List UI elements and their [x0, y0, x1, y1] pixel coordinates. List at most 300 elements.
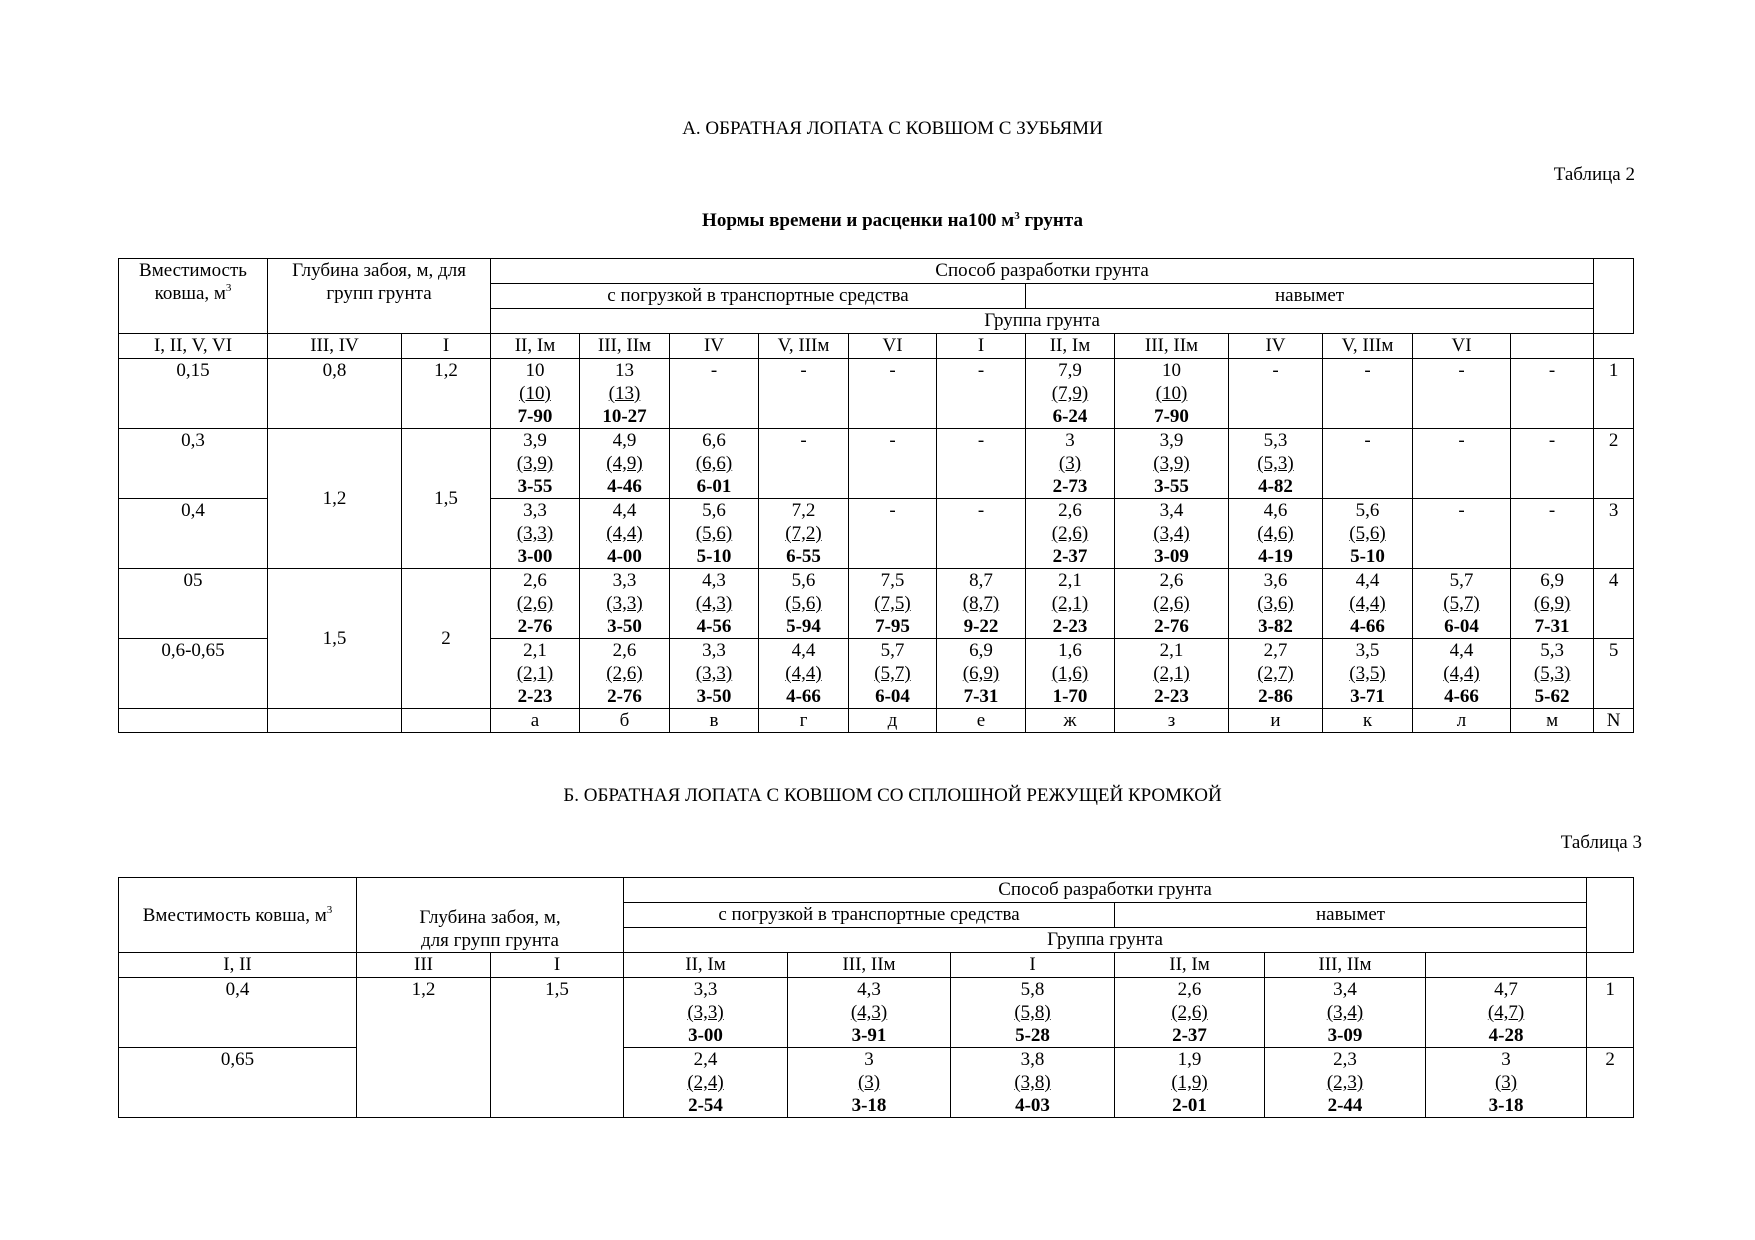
section-a-title: А. ОБРАТНАЯ ЛОПАТА С КОВШОМ С ЗУБЬЯМИ: [682, 118, 1103, 139]
time-norm: -: [977, 360, 985, 381]
rate-price: 3-00: [688, 1025, 723, 1046]
rate-price: 3-18: [851, 1095, 887, 1116]
row-number: 5: [1594, 639, 1634, 709]
header-depth-group: I, II: [119, 953, 357, 978]
rate-cell: [1229, 429, 1323, 499]
rate-price: 6-55: [786, 546, 821, 567]
header-soil-group-item: II, Iм: [1115, 953, 1265, 978]
time-norm: 7,5: [880, 570, 905, 591]
depth-cell: 1,2: [268, 429, 402, 569]
machine-time: (5,3): [1257, 453, 1294, 474]
machine-time: (2,6): [1153, 593, 1190, 614]
table2-label: Таблица 2: [1553, 164, 1635, 185]
rate-price: 5-28: [1015, 1025, 1050, 1046]
rate-cell: [788, 978, 951, 1048]
rate-cell: [759, 359, 849, 429]
rate-cell: [1413, 429, 1511, 499]
time-norm: 7,2: [791, 500, 816, 521]
time-norm: 5,3: [1263, 430, 1288, 451]
rate-price: 3-50: [607, 616, 642, 637]
rate-price: 5-62: [1534, 686, 1570, 707]
rate-cell: [759, 429, 849, 499]
time-norm: 4,3: [857, 979, 881, 1000]
header-method: Способ разработки грунта: [491, 259, 1594, 284]
time-norm: 4,3: [702, 570, 726, 591]
time-norm: 2,6: [1058, 500, 1082, 521]
rate-price: 4-56: [696, 616, 732, 637]
rate-cell: [624, 978, 788, 1048]
header-number-spacer: [1426, 953, 1587, 978]
time-norm: 2,6: [612, 640, 637, 661]
rate-cell: [937, 499, 1026, 569]
rate-cell: [670, 499, 759, 569]
header-soil-group-item: III, IIм: [788, 953, 951, 978]
header-soil-group-item: II, Iм: [491, 334, 580, 359]
header-loading: с погрузкой в транспортные средства: [624, 903, 1115, 928]
table-row: [119, 359, 1634, 429]
rate-cell: [937, 359, 1026, 429]
rate-cell: [1115, 499, 1229, 569]
time-norm: 8,7: [969, 570, 993, 591]
rate-cell: [1265, 978, 1426, 1048]
time-norm: 5,8: [1020, 979, 1045, 1000]
machine-time: (2,6): [1051, 523, 1089, 544]
time-norm: 4,9: [612, 430, 637, 451]
column-letter: е: [937, 709, 1026, 733]
time-norm: 3,3: [693, 979, 718, 1000]
header-method: Способ разработки грунта: [624, 878, 1587, 903]
time-norm: -: [1548, 430, 1556, 451]
machine-time: (3,3): [606, 593, 643, 614]
header-dump: навымет: [1026, 284, 1594, 309]
rate-cell: [491, 429, 580, 499]
rate-price: 5-10: [696, 546, 732, 567]
time-norm: 3: [864, 1049, 874, 1070]
rate-cell: [1323, 429, 1413, 499]
header-depth-group: III: [357, 953, 491, 978]
footer-blank: [402, 709, 491, 733]
rate-cell: [1426, 1048, 1587, 1118]
rate-cell: [1115, 978, 1265, 1048]
time-norm: -: [1458, 360, 1465, 381]
rate-price: 3-82: [1258, 616, 1293, 637]
machine-time: (3): [1058, 453, 1082, 474]
depth-cell: 0,8: [268, 359, 402, 429]
capacity-cell: 0,4: [119, 978, 357, 1048]
header-soil-group-item: II, Iм: [624, 953, 788, 978]
time-norm: 2,6: [1159, 570, 1184, 591]
rate-price: 1-70: [1052, 686, 1088, 707]
rate-cell: [1026, 359, 1115, 429]
header-soil-group-item: III, IIм: [1115, 334, 1229, 359]
table-row: [119, 1048, 1634, 1118]
time-norm: 5,7: [1449, 570, 1474, 591]
machine-time: (2,7): [1257, 663, 1294, 684]
header-soil-group-item: III, IIм: [1265, 953, 1426, 978]
rate-cell: [1323, 639, 1413, 709]
time-norm: 6,9: [969, 640, 993, 661]
rate-cell: [849, 499, 937, 569]
row-number: 4: [1594, 569, 1634, 639]
rate-price: 3-00: [517, 546, 553, 567]
machine-time: (3,4): [1326, 1002, 1364, 1023]
table2: [118, 258, 1634, 733]
machine-time: (3,3): [695, 663, 733, 684]
depth-cell: [491, 1048, 624, 1118]
time-norm: 4,4: [791, 640, 816, 661]
time-norm: 10: [1162, 360, 1181, 381]
header-loading: с погрузкой в транспортные средства: [491, 284, 1026, 309]
machine-time: (3,9): [516, 453, 554, 474]
rate-cell: [1115, 639, 1229, 709]
header-depth-group: III, IV: [268, 334, 402, 359]
rate-cell: [580, 569, 670, 639]
time-norm: -: [1548, 360, 1556, 381]
rate-cell: [937, 569, 1026, 639]
machine-time: (2,1): [516, 663, 554, 684]
time-norm: 5,7: [880, 640, 905, 661]
rate-cell: [1026, 429, 1115, 499]
rate-cell: [491, 639, 580, 709]
column-letter: з: [1115, 709, 1229, 733]
machine-time: (5,3): [1533, 663, 1571, 684]
header-number: [1587, 878, 1634, 953]
rate-cell: [1265, 1048, 1426, 1118]
machine-time: (2,1): [1153, 663, 1190, 684]
machine-time: (6,6): [695, 453, 733, 474]
time-norm: 2,7: [1263, 640, 1288, 661]
time-norm: 3,4: [1159, 500, 1184, 521]
time-norm: 3,3: [612, 570, 637, 591]
rate-price: 3-09: [1327, 1025, 1363, 1046]
machine-time: (4,3): [695, 593, 733, 614]
machine-time: (5,6): [695, 523, 733, 544]
time-norm: -: [1458, 430, 1465, 451]
header-soil-group-item: II, Iм: [1026, 334, 1115, 359]
row-number: 1: [1587, 978, 1634, 1048]
rate-price: 4-00: [607, 546, 642, 567]
rate-cell: [951, 978, 1115, 1048]
time-norm: 5,6: [702, 500, 726, 521]
rate-cell: [1115, 429, 1229, 499]
rate-price: 4-66: [1350, 616, 1385, 637]
table-row: [119, 978, 1634, 1048]
rate-price: 2-37: [1052, 546, 1088, 567]
header-depth: Глубина забоя, м, для групп грунта: [268, 259, 491, 334]
time-norm: 6,6: [702, 430, 726, 451]
rate-cell: [1511, 359, 1594, 429]
rate-cell: [937, 429, 1026, 499]
time-norm: 3: [1065, 430, 1075, 451]
column-letter: в: [670, 709, 759, 733]
depth-cell: 2: [402, 569, 491, 709]
rate-price: 2-76: [607, 686, 642, 707]
depth-cell: 1,2: [402, 359, 491, 429]
rate-cell: [1426, 978, 1587, 1048]
column-letter: м: [1511, 709, 1594, 733]
table-row: [119, 569, 1634, 639]
rate-price: 3-55: [1154, 476, 1189, 497]
rate-price: 7-31: [1534, 616, 1570, 637]
time-norm: 2,3: [1333, 1049, 1357, 1070]
capacity-cell: 05: [119, 569, 268, 639]
machine-time: (2,6): [1171, 1002, 1208, 1023]
rate-price: 2-37: [1172, 1025, 1207, 1046]
time-norm: 2,1: [523, 640, 547, 661]
time-norm: 2,6: [1177, 979, 1202, 1000]
column-letter: к: [1323, 709, 1413, 733]
header-depth: Глубина забоя, м, для групп грунта: [357, 878, 624, 953]
depth-cell: 1,5: [268, 569, 402, 709]
rate-cell: [1229, 359, 1323, 429]
machine-time: (3,8): [1014, 1072, 1051, 1093]
machine-time: (5,6): [785, 593, 822, 614]
time-norm: 2,6: [523, 570, 547, 591]
time-norm: -: [1458, 500, 1465, 521]
time-norm: 3,9: [1159, 430, 1184, 451]
column-letter: а: [491, 709, 580, 733]
rate-price: 4-46: [607, 476, 642, 497]
machine-time: (5,8): [1014, 1002, 1051, 1023]
rate-price: 2-76: [517, 616, 553, 637]
machine-time: (8,7): [962, 593, 1000, 614]
rate-price: 7-90: [517, 406, 553, 427]
rate-cell: [1511, 639, 1594, 709]
header-soil-group: Группа грунта: [491, 309, 1594, 334]
machine-time: (2,6): [516, 593, 554, 614]
rate-cell: [670, 639, 759, 709]
time-norm: -: [710, 360, 718, 381]
rate-cell: [1323, 569, 1413, 639]
table-row: [119, 429, 1634, 499]
machine-time: (2,4): [687, 1072, 724, 1093]
machine-time: (2,3): [1326, 1072, 1364, 1093]
rate-cell: [1511, 499, 1594, 569]
time-norm: 1,6: [1058, 640, 1082, 661]
rate-price: 2-73: [1052, 476, 1088, 497]
header-soil-group-item: IV: [670, 334, 759, 359]
machine-time: (3): [1494, 1072, 1518, 1093]
time-norm: 2,1: [1159, 640, 1184, 661]
time-norm: -: [800, 360, 807, 381]
machine-time: (3,9): [1153, 453, 1190, 474]
time-norm: 1,9: [1177, 1049, 1202, 1070]
rate-cell: [1026, 569, 1115, 639]
rate-cell: [759, 569, 849, 639]
machine-time: (2,6): [606, 663, 643, 684]
rate-price: 2-23: [1052, 616, 1088, 637]
header-capacity: Вместимость ковша, $м^3$: [119, 259, 268, 334]
time-norm: 2,1: [1058, 570, 1082, 591]
machine-time: (5,7): [874, 663, 911, 684]
rate-cell: [491, 569, 580, 639]
time-norm: -: [889, 360, 896, 381]
time-norm: -: [889, 430, 896, 451]
rate-price: 10-27: [602, 406, 647, 427]
machine-time: (7,5): [874, 593, 911, 614]
rate-price: 3-50: [696, 686, 732, 707]
rate-price: 3-71: [1350, 686, 1385, 707]
time-norm: 3,4: [1333, 979, 1357, 1000]
rate-price: 2-23: [517, 686, 553, 707]
header-soil-group-item: IV: [1229, 334, 1323, 359]
rate-price: 2-01: [1172, 1095, 1207, 1116]
machine-time: (1,9): [1171, 1072, 1208, 1093]
rate-cell: [1026, 499, 1115, 569]
machine-time: (3,5): [1349, 663, 1386, 684]
machine-time: (4,4): [1443, 663, 1480, 684]
rate-price: 7-31: [963, 686, 999, 707]
header-soil-group-item: V, IIIм: [1323, 334, 1413, 359]
machine-time: (1,6): [1051, 663, 1089, 684]
table3: [118, 877, 1634, 1118]
rate-cell: [491, 359, 580, 429]
depth-cell: 1,5: [402, 429, 491, 569]
rate-price: 4-82: [1258, 476, 1293, 497]
machine-time: (4,9): [606, 453, 643, 474]
rate-cell: [670, 359, 759, 429]
capacity-cell: 0,65: [119, 1048, 357, 1118]
time-norm: -: [1548, 500, 1556, 521]
rate-cell: [1026, 639, 1115, 709]
time-norm: 3,6: [1263, 570, 1288, 591]
time-norm: 4,7: [1494, 979, 1518, 1000]
header-number: [1594, 259, 1634, 334]
rate-price: 3-91: [851, 1025, 887, 1046]
rate-cell: [580, 499, 670, 569]
rate-cell: [1323, 499, 1413, 569]
header-soil-group-item: V, IIIм: [759, 334, 849, 359]
rate-price: 5-94: [786, 616, 821, 637]
rate-cell: [1323, 359, 1413, 429]
rate-cell: [849, 359, 937, 429]
rate-cell: [937, 639, 1026, 709]
time-norm: 6,9: [1540, 570, 1564, 591]
time-norm: 7,9: [1058, 360, 1082, 381]
rate-cell: [951, 1048, 1115, 1118]
machine-time: (7,2): [785, 523, 822, 544]
rate-price: 2-76: [1154, 616, 1189, 637]
rate-cell: [1511, 569, 1594, 639]
rate-price: 3-18: [1488, 1095, 1524, 1116]
rate-price: 3-09: [1154, 546, 1189, 567]
header-dump: навымет: [1115, 903, 1587, 928]
rate-price: 2-86: [1258, 686, 1293, 707]
machine-time: (4,7): [1487, 1002, 1525, 1023]
column-letter: N: [1594, 709, 1634, 733]
header-soil-group-item: VI: [1413, 334, 1511, 359]
rate-cell: [1115, 359, 1229, 429]
rate-price: 6-01: [696, 476, 732, 497]
time-norm: -: [1364, 360, 1371, 381]
column-letter: д: [849, 709, 937, 733]
footer-blank: [119, 709, 268, 733]
rate-price: 9-22: [963, 616, 999, 637]
time-norm: 3,3: [523, 500, 547, 521]
rate-cell: [1413, 639, 1511, 709]
row-number: 2: [1594, 429, 1634, 499]
time-norm: 4,4: [612, 500, 637, 521]
footer-blank: [268, 709, 402, 733]
rate-cell: [670, 569, 759, 639]
time-norm: -: [889, 500, 896, 521]
rate-cell: [849, 569, 937, 639]
machine-time: (4,4): [606, 523, 643, 544]
header-number-spacer: [1511, 334, 1594, 359]
time-norm: 5,6: [1355, 500, 1380, 521]
time-norm: 3,9: [523, 430, 547, 451]
rate-cell: [1413, 499, 1511, 569]
machine-time: (5,6): [1349, 523, 1386, 544]
machine-time: (7,9): [1051, 383, 1089, 404]
machine-time: (2,1): [1051, 593, 1089, 614]
time-norm: 13: [615, 360, 634, 381]
time-norm: 3,8: [1020, 1049, 1045, 1070]
column-letter: и: [1229, 709, 1323, 733]
machine-time: (5,7): [1443, 593, 1480, 614]
machine-time: (6,9): [962, 663, 1000, 684]
header-soil-group-item: I: [951, 953, 1115, 978]
time-norm: -: [977, 430, 985, 451]
time-norm: 4,4: [1449, 640, 1474, 661]
rate-price: 6-04: [1444, 616, 1479, 637]
table3-label: Таблица 3: [1560, 832, 1642, 853]
rate-price: 6-04: [875, 686, 910, 707]
row-number: 1: [1594, 359, 1634, 429]
rate-cell: [1413, 569, 1511, 639]
machine-time: (3): [857, 1072, 881, 1093]
rate-cell: [491, 499, 580, 569]
time-norm: -: [800, 430, 807, 451]
header-soil-group-item: VI: [849, 334, 937, 359]
machine-time: (13): [608, 383, 641, 404]
time-norm: 5,6: [791, 570, 816, 591]
row-number: 3: [1594, 499, 1634, 569]
capacity-cell: 0,15: [119, 359, 268, 429]
row-number: 2: [1587, 1048, 1634, 1118]
machine-time: (3,4): [1153, 523, 1190, 544]
machine-time: (3,3): [516, 523, 554, 544]
column-letter: г: [759, 709, 849, 733]
time-norm: -: [1364, 430, 1371, 451]
machine-time: (10): [519, 383, 551, 404]
rate-price: 2-23: [1154, 686, 1189, 707]
rate-cell: [624, 1048, 788, 1118]
rate-price: 2-44: [1327, 1095, 1363, 1116]
column-letter: б: [580, 709, 670, 733]
rate-price: 2-54: [688, 1095, 723, 1116]
rate-cell: [1229, 569, 1323, 639]
header-capacity: Вместимость ковша, $м^3$: [119, 878, 357, 953]
rate-price: 6-24: [1052, 406, 1088, 427]
rate-cell: [1229, 639, 1323, 709]
rate-price: 7-90: [1154, 406, 1189, 427]
machine-time: (6,9): [1533, 593, 1571, 614]
capacity-cell: 0,6-0,65: [119, 639, 268, 709]
rate-price: 3-55: [517, 476, 553, 497]
machine-time: (3,6): [1257, 593, 1294, 614]
header-soil-group-item: I: [402, 334, 491, 359]
rate-price: 7-95: [875, 616, 910, 637]
rate-cell: [1115, 1048, 1265, 1118]
rate-price: 4-28: [1488, 1025, 1524, 1046]
header-depth-group: I, II, V, VI: [119, 334, 268, 359]
table2-caption: Нормы времени и расценки на100 $м^3$ грунта: [702, 210, 1083, 231]
time-norm: 4,4: [1355, 570, 1380, 591]
column-letter: ж: [1026, 709, 1115, 733]
machine-time: (4,4): [785, 663, 822, 684]
rate-price: 5-10: [1350, 546, 1385, 567]
